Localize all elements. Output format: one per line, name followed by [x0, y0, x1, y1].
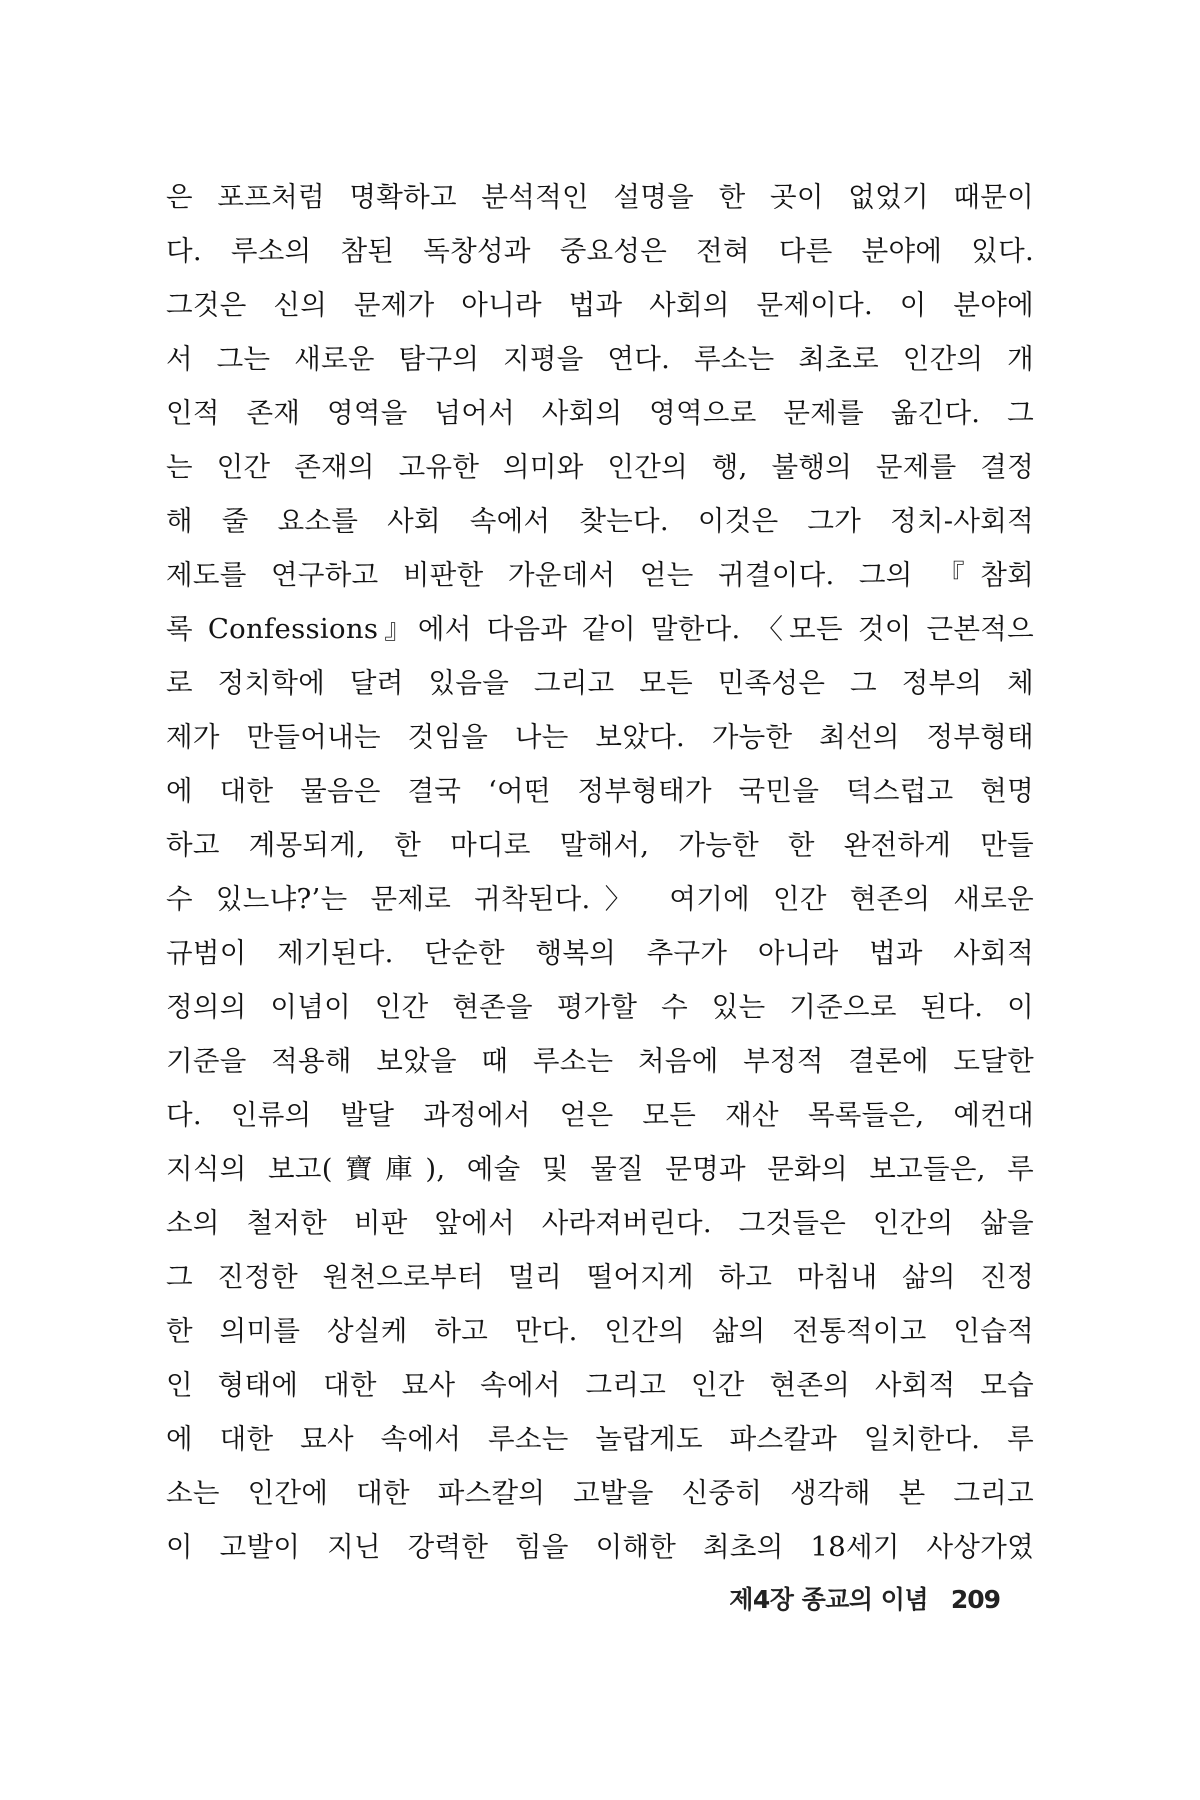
page-number: 209 — [950, 1585, 1000, 1614]
text-line: 한 의미를 상실케 하고 만다. 인간의 삶의 전통적이고 인습적 — [166, 1315, 1034, 1347]
text-line: 서 그는 새로운 탐구의 지평을 연다. 루소는 최초로 인간의 개 — [166, 343, 1034, 375]
text-line: 은 포프처럼 명확하고 분석적인 설명을 한 곳이 없었기 때문이 — [166, 181, 1034, 213]
text-line: 규범이 제기된다. 단순한 행복의 추구가 아니라 법과 사회적 — [166, 937, 1034, 969]
text-line: 정의의 이념이 인간 현존을 평가할 수 있는 기준으로 된다. 이 — [166, 991, 1034, 1023]
text-line: 수 있느냐?’는 문제로 귀착된다.〉 여기에 인간 현존의 새로운 — [166, 883, 1034, 915]
text-line: 에 대한 물음은 결국 ‘어떤 정부형태가 국민을 덕스럽고 현명 — [166, 775, 1034, 807]
text-line: 제가 만들어내는 것임을 나는 보았다. 가능한 최선의 정부형태 — [166, 721, 1034, 753]
text-line: 제도를 연구하고 비판한 가운데서 얻는 귀결이다. 그의 『참회 — [166, 559, 1034, 591]
text-line: 소는 인간에 대한 파스칼의 고발을 신중히 생각해 본 그리고 — [166, 1477, 1034, 1509]
text-line: 에 대한 묘사 속에서 루소는 놀랍게도 파스칼과 일치한다. 루 — [166, 1423, 1034, 1455]
text-line: 하고 계몽되게, 한 마디로 말해서, 가능한 한 완전하게 만들 — [166, 829, 1034, 861]
text-line: 그것은 신의 문제가 아니라 법과 사회의 문제이다. 이 분야에 — [166, 289, 1034, 321]
text-line: 그 진정한 원천으로부터 멀리 떨어지게 하고 마침내 삶의 진정 — [166, 1261, 1034, 1293]
text-line: 이 고발이 지닌 강력한 힘을 이해한 최초의 18세기 사상가였 — [166, 1531, 1034, 1563]
page-footer — [729, 1580, 1000, 1616]
text-line: 지식의 보고(寶庫), 예술 및 물질 문명과 문화의 보고들은, 루 — [166, 1153, 1034, 1185]
text-line: 로 정치학에 달려 있음을 그리고 모든 민족성은 그 정부의 체 — [166, 667, 1034, 699]
running-footer-chapter-title: 제4장 종교의 이념 — [729, 1585, 929, 1614]
text-line: 다. 인류의 발달 과정에서 얻은 모든 재산 목록들은, 예컨대 — [166, 1099, 1034, 1131]
text-line: 는 인간 존재의 고유한 의미와 인간의 행, 불행의 문제를 결정 — [166, 451, 1034, 483]
text-line: 해 줄 요소를 사회 속에서 찾는다. 이것은 그가 정치-사회적 — [166, 505, 1034, 537]
text-line: 록 Confessions』에서 다음과 같이 말한다. 〈모든 것이 근본적으 — [166, 613, 1034, 645]
text-line: 인적 존재 영역을 넘어서 사회의 영역으로 문제를 옮긴다. 그 — [166, 397, 1034, 429]
text-line: 소의 철저한 비판 앞에서 사라져버린다. 그것들은 인간의 삶을 — [166, 1207, 1034, 1239]
text-line: 기준을 적용해 보았을 때 루소는 처음에 부정적 결론에 도달한 — [166, 1045, 1034, 1077]
text-line: 다. 루소의 참된 독창성과 중요성은 전혀 다른 분야에 있다. — [166, 235, 1034, 267]
text-line: 인 형태에 대한 묘사 속에서 그리고 인간 현존의 사회적 모습 — [166, 1369, 1034, 1401]
body-text — [166, 170, 1034, 1574]
